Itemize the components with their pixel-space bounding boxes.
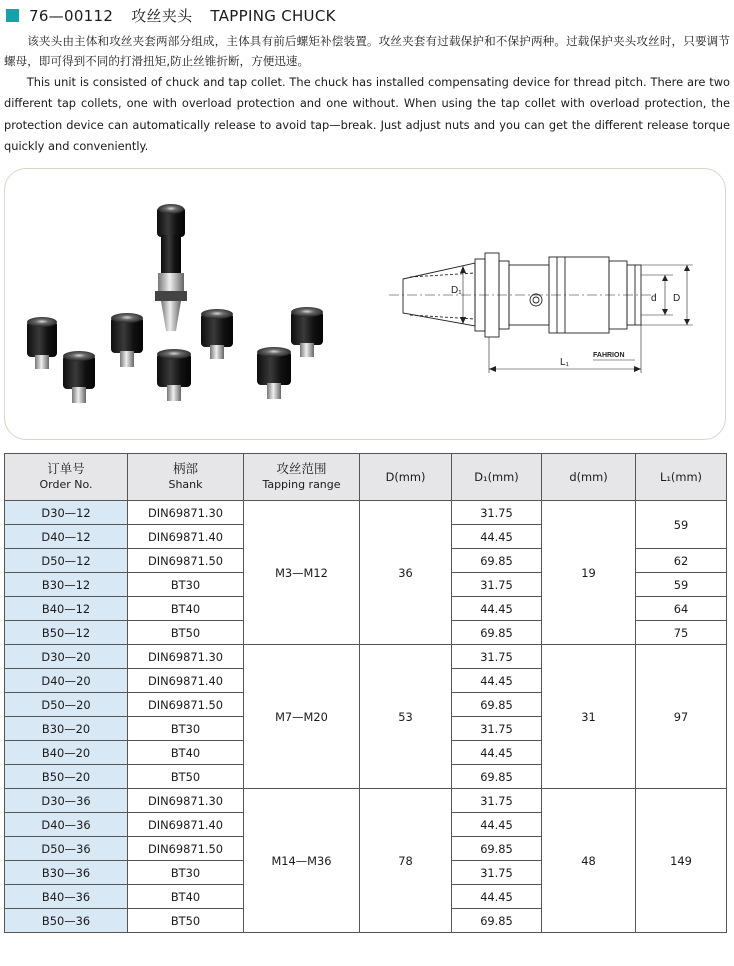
intro-text bbox=[4, 32, 730, 157]
d1-cell: 44.45 bbox=[452, 669, 542, 693]
dimension-arrows bbox=[460, 265, 690, 372]
tapping-range-cell: M7—M20 bbox=[244, 645, 360, 789]
order-number: B30—12 bbox=[5, 573, 128, 597]
D-cell: 53 bbox=[360, 645, 452, 789]
shank-cell: BT40 bbox=[128, 741, 244, 765]
shank-cell: DIN69871.50 bbox=[128, 837, 244, 861]
col-header-d: d(mm) bbox=[542, 454, 636, 501]
section-header bbox=[6, 4, 336, 26]
d1-cell: 69.85 bbox=[452, 693, 542, 717]
order-number: B40—36 bbox=[5, 885, 128, 909]
spec-table bbox=[4, 453, 727, 933]
brand-logo: FAHRION bbox=[593, 352, 625, 359]
l1-cell: 75 bbox=[636, 621, 727, 645]
tapping-range-cell: M3—M12 bbox=[244, 501, 360, 645]
shank-cell: DIN69871.30 bbox=[128, 789, 244, 813]
label-D: D bbox=[673, 293, 681, 304]
order-number: D50—36 bbox=[5, 837, 128, 861]
D-cell: 78 bbox=[360, 789, 452, 933]
order-number: D50—12 bbox=[5, 549, 128, 573]
shank-cell: BT50 bbox=[128, 765, 244, 789]
shank-cell: BT40 bbox=[128, 885, 244, 909]
page-title bbox=[29, 5, 336, 26]
intro-paragraph-cn: 该夹头由主体和攻丝夹套两部分组成，主体具有前后螺矩补偿装置。攻丝夹套有过载保护和不保护两种。过载保护夹头攻丝时，只要调节螺母，即可得到不同的打滑扭矩,防止丝锥折断，方便迅速。 bbox=[4, 34, 730, 68]
tap-collet-photo bbox=[27, 317, 57, 369]
table-row bbox=[5, 501, 727, 525]
d1-cell: 44.45 bbox=[452, 885, 542, 909]
label-d1: D₁ bbox=[451, 285, 462, 296]
d1-cell: 69.85 bbox=[452, 909, 542, 933]
d1-cell: 31.75 bbox=[452, 789, 542, 813]
d-cell: 19 bbox=[542, 501, 636, 645]
order-number: D30—36 bbox=[5, 789, 128, 813]
shank-cell: DIN69871.40 bbox=[128, 525, 244, 549]
product-illustration bbox=[5, 169, 727, 441]
table-header-row bbox=[5, 454, 727, 501]
l1-cell: 59 bbox=[636, 573, 727, 597]
l1-cell: 64 bbox=[636, 597, 727, 621]
d1-cell: 44.45 bbox=[452, 525, 542, 549]
l1-cell: 62 bbox=[636, 549, 727, 573]
tap-collet-photo bbox=[63, 351, 95, 403]
title-cn: 攻丝夹头 bbox=[131, 6, 193, 25]
table-row bbox=[5, 789, 727, 813]
tap-collet-photo bbox=[157, 349, 191, 401]
shank-cell: BT30 bbox=[128, 573, 244, 597]
order-number: D40—20 bbox=[5, 669, 128, 693]
tap-collet-photo bbox=[201, 309, 233, 359]
order-number: B50—20 bbox=[5, 765, 128, 789]
col-header-D1: D₁(mm) bbox=[452, 454, 542, 501]
col-header-order: 订单号 Order No. bbox=[5, 454, 128, 501]
shank-cell: BT30 bbox=[128, 861, 244, 885]
l1-cell: 149 bbox=[636, 789, 727, 933]
order-number: D30—20 bbox=[5, 645, 128, 669]
shank-cell: DIN69871.50 bbox=[128, 693, 244, 717]
order-number: D40—12 bbox=[5, 525, 128, 549]
order-number: B40—12 bbox=[5, 597, 128, 621]
shank-cell: BT40 bbox=[128, 597, 244, 621]
col-header-shank: 柄部 Shank bbox=[128, 454, 244, 501]
d-cell: 48 bbox=[542, 789, 636, 933]
intro-paragraph-en: This unit is consisted of chuck and tap collet. The chuck has installed compensating device for thread pitch. There are two different tap collets, one with overload protection and one without. When using the tap collet with overload protection, the protection device can automatically release to avoid tap—break. Just adjust nuts and you can get the different release torque quickly and conveniently. bbox=[4, 75, 730, 153]
d1-cell: 31.75 bbox=[452, 645, 542, 669]
d1-cell: 31.75 bbox=[452, 717, 542, 741]
shank-cell: BT50 bbox=[128, 621, 244, 645]
shank-cell: DIN69871.30 bbox=[128, 501, 244, 525]
shank-cell: DIN69871.40 bbox=[128, 813, 244, 837]
order-number: B30—20 bbox=[5, 717, 128, 741]
shank-cell: DIN69871.40 bbox=[128, 669, 244, 693]
chuck-photo bbox=[155, 204, 187, 331]
order-number: B50—12 bbox=[5, 621, 128, 645]
tapping-range-cell: M14—M36 bbox=[244, 789, 360, 933]
tap-collet-photo bbox=[257, 347, 291, 399]
technical-drawing bbox=[389, 253, 693, 373]
d1-cell: 69.85 bbox=[452, 621, 542, 645]
d-cell: 31 bbox=[542, 645, 636, 789]
tap-collet-photo bbox=[291, 307, 323, 357]
l1-cell: 97 bbox=[636, 645, 727, 789]
teal-square-icon bbox=[6, 9, 19, 22]
shank-cell: BT50 bbox=[128, 909, 244, 933]
col-header-L1: L₁(mm) bbox=[636, 454, 727, 501]
d1-cell: 44.45 bbox=[452, 741, 542, 765]
tap-collet-photo bbox=[111, 313, 143, 367]
title-en: TAPPING CHUCK bbox=[210, 6, 336, 25]
table-row bbox=[5, 645, 727, 669]
product-code: 76—00112 bbox=[29, 6, 114, 25]
col-header-range: 攻丝范围 Tapping range bbox=[244, 454, 360, 501]
order-number: D40—36 bbox=[5, 813, 128, 837]
order-number: B30—36 bbox=[5, 861, 128, 885]
shank-cell: DIN69871.30 bbox=[128, 645, 244, 669]
d1-cell: 69.85 bbox=[452, 837, 542, 861]
l1-cell: 59 bbox=[636, 501, 727, 549]
d1-cell: 31.75 bbox=[452, 861, 542, 885]
d1-cell: 44.45 bbox=[452, 597, 542, 621]
d1-cell: 44.45 bbox=[452, 813, 542, 837]
d1-cell: 31.75 bbox=[452, 573, 542, 597]
shank-cell: DIN69871.50 bbox=[128, 549, 244, 573]
d1-cell: 69.85 bbox=[452, 549, 542, 573]
shank-cell: BT30 bbox=[128, 717, 244, 741]
order-number: B40—20 bbox=[5, 741, 128, 765]
label-d: d bbox=[651, 293, 657, 304]
d1-cell: 31.75 bbox=[452, 501, 542, 525]
order-number: D30—12 bbox=[5, 501, 128, 525]
product-figure-panel bbox=[4, 168, 726, 440]
col-header-D: D(mm) bbox=[360, 454, 452, 501]
order-number: D50—20 bbox=[5, 693, 128, 717]
D-cell: 36 bbox=[360, 501, 452, 645]
d1-cell: 69.85 bbox=[452, 765, 542, 789]
order-number: B50—36 bbox=[5, 909, 128, 933]
label-l1: L₁ bbox=[560, 357, 569, 368]
